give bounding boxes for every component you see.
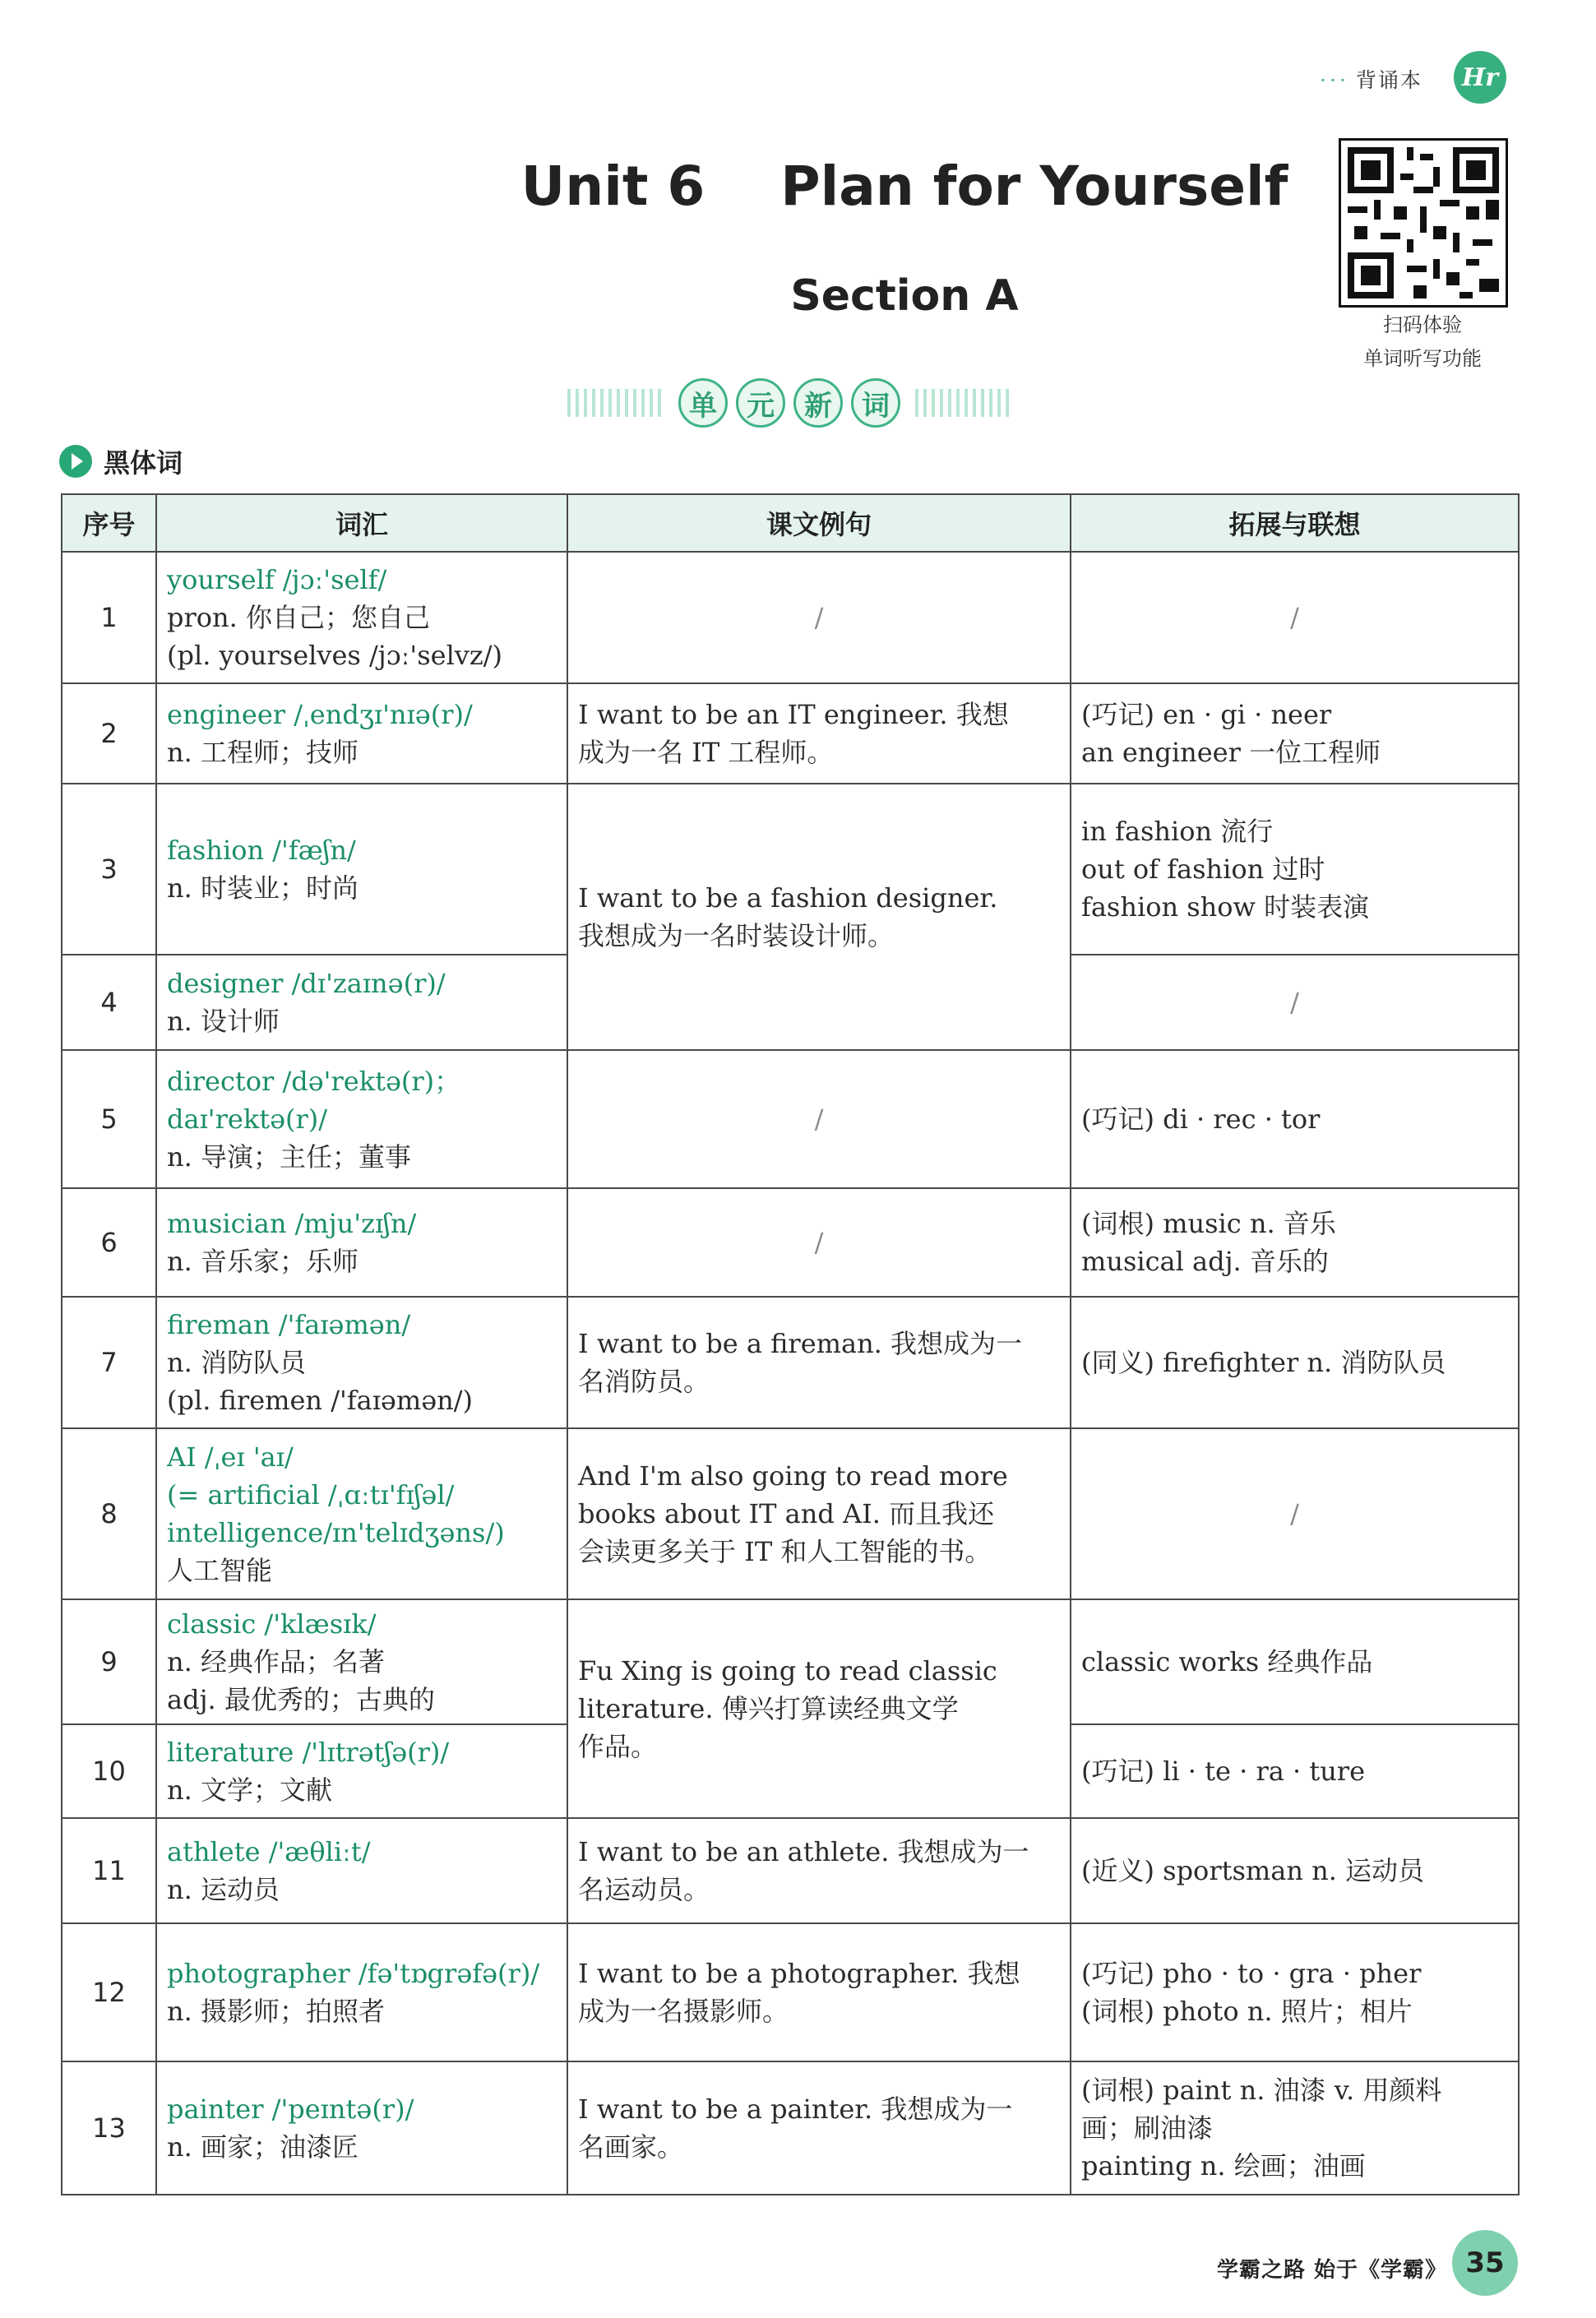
- row-number: 8: [62, 1428, 156, 1599]
- table-row: [62, 784, 1519, 955]
- vocab-cell: [156, 2061, 567, 2195]
- extension-line: (同义) firefighter n. 消防队员: [1081, 1347, 1446, 1378]
- unit-number: Unit 6: [520, 155, 705, 218]
- vocab-meaning: n. 运动员: [167, 1874, 280, 1905]
- example-line: literature. 傅兴打算读经典文学: [578, 1693, 959, 1724]
- row-number: 9: [62, 1599, 156, 1724]
- top-tag: [1320, 64, 1423, 94]
- example-line: I want to be a photographer. 我想: [578, 1958, 1020, 1989]
- extension-cell: [1071, 1297, 1519, 1428]
- example-line: I want to be an athlete. 我想成为一: [578, 1836, 1029, 1867]
- example-cell: [567, 2061, 1071, 2195]
- example-line: 会读更多关于 IT 和人工智能的书。: [578, 1536, 992, 1567]
- page-number: 35: [1452, 2230, 1518, 2296]
- vocab-meaning: pron. 你自己；您自己: [167, 602, 431, 633]
- vocab-cell: [156, 1428, 567, 1599]
- banner-char: 词: [851, 378, 900, 428]
- vocab-meaning: n. 摄影师；拍照者: [167, 1996, 385, 2027]
- vocab-meaning: n. 导演；主任；董事: [167, 1141, 411, 1173]
- header-vocab: 词汇: [156, 494, 567, 552]
- brand-logo-icon: Hr: [1454, 51, 1506, 104]
- vocab-meaning: n. 消防队员: [167, 1347, 306, 1378]
- row-number: 13: [62, 2061, 156, 2195]
- vocab-meaning: n. 音乐家；乐师: [167, 1246, 359, 1277]
- example-cell: [567, 1297, 1071, 1428]
- table-row: [62, 1599, 1519, 1724]
- extension-line: (词根) photo n. 照片；相片: [1081, 1996, 1413, 2027]
- example-line: Fu Xing is going to read classic: [578, 1655, 997, 1686]
- extension-line: musical adj. 音乐的: [1081, 1246, 1329, 1277]
- bold-words-heading: [59, 442, 183, 480]
- section-title: Section A: [790, 271, 1019, 321]
- vocab-word: painter /'peɪntə(r)/: [167, 2094, 414, 2125]
- extension-cell: /: [1071, 955, 1519, 1050]
- vocab-word: photographer /fə'tɒgrəfə(r)/: [167, 1958, 540, 1989]
- vocab-word: athlete /'æθliːt/: [167, 1836, 371, 1867]
- table-row: [62, 552, 1519, 683]
- table-row: [62, 1050, 1519, 1188]
- vocab-meaning: n. 经典作品；名著: [167, 1646, 385, 1677]
- unit-name: Plan for Yourself: [780, 155, 1288, 218]
- vocab-meaning: n. 文学；文献: [167, 1774, 332, 1806]
- extension-cell: [1071, 784, 1519, 955]
- extension-cell: /: [1071, 552, 1519, 683]
- extension-line: classic works 经典作品: [1081, 1646, 1373, 1677]
- footer-slogan: 学霸之路 始于《学霸》: [1217, 2258, 1448, 2283]
- vocab-cell: [156, 1297, 567, 1428]
- vocab-cell: [156, 1599, 567, 1724]
- extension-line: out of fashion 过时: [1081, 854, 1325, 885]
- example-cell: [567, 1818, 1071, 1923]
- vocab-word: engineer /ˌendʒɪ'nɪə(r)/: [167, 699, 473, 730]
- extension-line: painting n. 绘画；油画: [1081, 2150, 1366, 2182]
- header-extension: 拓展与联想: [1071, 494, 1519, 552]
- example-cell: [567, 1923, 1071, 2061]
- example-cell: /: [567, 1188, 1071, 1297]
- extension-cell: [1071, 1188, 1519, 1297]
- vocab-table: [61, 493, 1520, 2195]
- vocab-cell: [156, 1050, 567, 1188]
- example-line: books about IT and AI. 而且我还: [578, 1498, 995, 1529]
- dots-decoration: ···: [1320, 68, 1349, 92]
- extension-line: (巧记) li · te · ra · ture: [1081, 1756, 1366, 1787]
- banner-stripes-left: [567, 389, 664, 417]
- example-line: 作品。: [578, 1731, 658, 1762]
- example-line: 成为一名 IT 工程师。: [578, 737, 834, 768]
- extension-cell: [1071, 1818, 1519, 1923]
- vocab-phonetic: daɪ'rektə(r)/: [167, 1103, 328, 1135]
- vocab-cell: [156, 683, 567, 784]
- qr-code-icon[interactable]: [1339, 138, 1508, 308]
- extension-line: (词根) music n. 音乐: [1081, 1208, 1336, 1239]
- row-number: 11: [62, 1818, 156, 1923]
- row-number: 10: [62, 1724, 156, 1818]
- example-line: 名运动员。: [578, 1874, 710, 1905]
- row-number: 7: [62, 1297, 156, 1428]
- vocab-word: literature /'lɪtrətʃə(r)/: [167, 1737, 450, 1768]
- vocab-meaning: n. 设计师: [167, 1006, 280, 1037]
- extension-cell: /: [1071, 1428, 1519, 1599]
- top-tag-label: 背诵本: [1355, 68, 1423, 92]
- vocab-word: director /də'rektə(r)；: [167, 1066, 461, 1097]
- row-number: 6: [62, 1188, 156, 1297]
- example-cell: /: [567, 1050, 1071, 1188]
- example-cell: [567, 1428, 1071, 1599]
- extension-line: an engineer 一位工程师: [1081, 737, 1381, 768]
- example-cell: [567, 1599, 1071, 1818]
- header-example: 课文例句: [567, 494, 1071, 552]
- vocab-plural: (pl. yourselves /jɔː'selvz/): [167, 640, 502, 671]
- vocab-word: classic /'klæsɪk/: [167, 1608, 377, 1640]
- row-number: 5: [62, 1050, 156, 1188]
- vocab-plural: (pl. firemen /'faɪəmən/): [167, 1385, 474, 1416]
- example-line: I want to be an IT engineer. 我想: [578, 699, 1009, 730]
- vocab-cell: [156, 1188, 567, 1297]
- row-number: 3: [62, 784, 156, 955]
- unit-gap: [705, 155, 780, 218]
- extension-cell: [1071, 683, 1519, 784]
- table-row: [62, 1923, 1519, 2061]
- row-number: 2: [62, 683, 156, 784]
- vocab-cell: [156, 955, 567, 1050]
- extension-line: (巧记) en · gi · neer: [1081, 699, 1332, 730]
- table-row: [62, 1818, 1519, 1923]
- vocab-word: musician /mju'zɪʃn/: [167, 1208, 417, 1239]
- vocab-cell: [156, 1923, 567, 2061]
- table-row: [62, 683, 1519, 784]
- row-number: 1: [62, 552, 156, 683]
- banner-char: 单: [678, 378, 728, 428]
- vocab-meaning: n. 工程师；技师: [167, 737, 359, 768]
- vocab-cell: [156, 784, 567, 955]
- example-line: I want to be a fashion designer.: [578, 882, 998, 914]
- table-row: [62, 1297, 1519, 1428]
- table-row: [62, 1428, 1519, 1599]
- extension-line: (词根) paint n. 油漆 v. 用颜料: [1081, 2075, 1442, 2106]
- extension-line: (巧记) di · rec · tor: [1081, 1103, 1321, 1135]
- table-header-row: [62, 494, 1519, 552]
- example-line: I want to be a fireman. 我想成为一: [578, 1328, 1023, 1359]
- vocab-cell: [156, 1818, 567, 1923]
- row-number: 12: [62, 1923, 156, 2061]
- row-number: 4: [62, 955, 156, 1050]
- extension-line: (巧记) pho · to · gra · pher: [1081, 1958, 1422, 1989]
- example-line: 名画家。: [578, 2131, 684, 2163]
- example-line: I want to be a painter. 我想成为一: [578, 2094, 1013, 2125]
- vocab-word: yourself /jɔː'self/: [167, 564, 387, 595]
- extension-line: (近义) sportsman n. 运动员: [1081, 1855, 1425, 1886]
- example-cell: /: [567, 552, 1071, 683]
- example-cell: [567, 784, 1071, 1050]
- extension-line: fashion show 时装表演: [1081, 891, 1370, 923]
- extension-cell: [1071, 1724, 1519, 1818]
- extension-cell: [1071, 1923, 1519, 2061]
- vocab-full-form: intelligence/ɪn'telɪdʒəns/): [167, 1517, 505, 1548]
- play-arrow-icon: [59, 445, 92, 478]
- vocab-cell: [156, 552, 567, 683]
- banner-stripes-right: [915, 389, 1011, 417]
- vocab-word: fashion /'fæʃn/: [167, 835, 356, 866]
- example-cell: [567, 683, 1071, 784]
- vocab-cell: [156, 1724, 567, 1818]
- header-number: 序号: [62, 494, 156, 552]
- extension-cell: [1071, 1050, 1519, 1188]
- example-line: 成为一名摄影师。: [578, 1996, 789, 2027]
- banner-char: 新: [793, 378, 843, 428]
- vocab-meaning: 人工智能: [167, 1555, 273, 1586]
- vocab-word: AI /ˌeɪ 'aɪ/: [167, 1441, 294, 1473]
- qr-caption-line1: 扫码体验: [1383, 313, 1462, 336]
- extension-cell: [1071, 1599, 1519, 1724]
- extension-line: 画；刷油漆: [1081, 2112, 1214, 2144]
- vocab-full-form: (= artificial /ˌɑːtɪ'fɪʃəl/: [167, 1479, 455, 1511]
- qr-caption-line2: 单词听写功能: [1363, 347, 1482, 370]
- vocab-meaning: n. 时装业；时尚: [167, 872, 359, 904]
- example-line: And I'm also going to read more: [578, 1460, 1008, 1492]
- table-row: [62, 2061, 1519, 2195]
- extension-cell: [1071, 2061, 1519, 2195]
- vocab-meaning: n. 画家；油漆匠: [167, 2131, 359, 2163]
- vocab-meaning: adj. 最优秀的；古典的: [167, 1684, 435, 1715]
- bold-words-label: 黑体词: [104, 447, 183, 479]
- vocab-word: fireman /'faɪəmən/: [167, 1309, 411, 1340]
- unit-vocab-banner: [567, 374, 1011, 432]
- vocab-word: designer /dɪ'zaɪnə(r)/: [167, 968, 446, 999]
- extension-line: in fashion 流行: [1081, 816, 1274, 847]
- table-row: [62, 1188, 1519, 1297]
- banner-char: 元: [736, 378, 785, 428]
- example-line: 名消防员。: [578, 1366, 710, 1397]
- example-line: 我想成为一名时装设计师。: [578, 920, 895, 951]
